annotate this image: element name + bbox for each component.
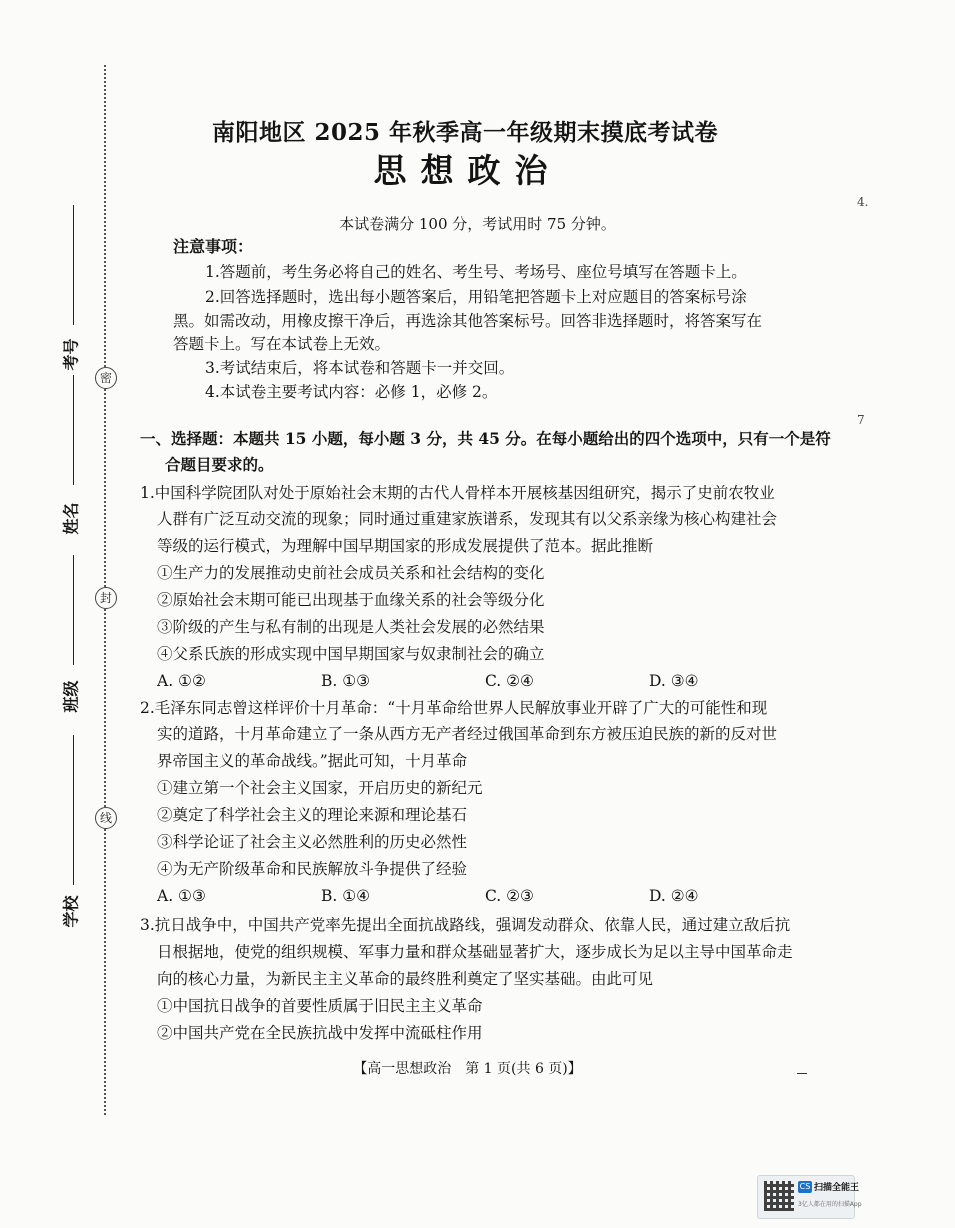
q1-item: ③阶级的产生与私有制的出现是人类社会发展的必然结果 — [157, 618, 545, 636]
page-footer: 【高一思想政治 第 1 页(共 6 页)】 — [353, 1061, 582, 1077]
edge-mark: 7 — [857, 413, 865, 427]
note-line: 黑。如需改动，用橡皮擦干净后，再选涂其他答案标号。回答非选择题时，将答案写在 — [173, 312, 763, 330]
q1-item: ②原始社会末期可能已出现基于血缘关系的社会等级分化 — [157, 591, 545, 609]
qr-code-icon — [764, 1181, 794, 1211]
field-label-kaohao: 考号 — [61, 338, 81, 371]
field-label-name: 姓名 — [61, 502, 81, 535]
q2-item: ④为无产阶级革命和民族解放斗争提供了经验 — [157, 860, 468, 878]
q2-stem: 界帝国主义的革命战线。”据此可知，十月革命 — [157, 752, 468, 770]
scanner-watermark — [757, 1175, 862, 1219]
subject-title: 思想政治 — [373, 151, 562, 190]
q2-stem: 实的道路，十月革命建立了一条从西方无产者经过俄国革命到东方被压迫民族的新的反对世 — [157, 725, 778, 743]
q2-option-d: D. ②④ — [649, 887, 699, 905]
section-heading-cont: 合题目要求的。 — [165, 455, 274, 474]
field-label-school: 学校 — [61, 895, 81, 928]
exam-title: 南阳地区 2025 年秋季高一年级期末摸底考试卷 — [211, 119, 719, 146]
q1-option-a: A. ①② — [157, 672, 206, 690]
q2-item: ①建立第一个社会主义国家，开启历史的新纪元 — [157, 779, 483, 797]
q1-stem: 1.中国科学院团队对处于原始社会末期的古代人骨样本开展核基因组研究，揭示了史前农牧业 — [140, 484, 775, 502]
note-line: 1.答题前，考生务必将自己的姓名、考生号、考场号、座位号填写在答题卡上。 — [205, 263, 747, 281]
note-line: 4.本试卷主要考试内容：必修 1，必修 2。 — [205, 383, 498, 401]
note-line: 答题卡上。写在本试卷上无效。 — [173, 335, 391, 353]
field-line-school — [73, 735, 74, 885]
q3-stem: 3.抗日战争中，中国共产党率先提出全面抗战路线，强调发动群众、依靠人民，通过建立敌后抗 — [140, 916, 791, 934]
q3-item: ②中国共产党在全民族抗战中发挥中流砥柱作用 — [157, 1024, 483, 1042]
q1-option-c: C. ②④ — [485, 672, 534, 690]
q1-option-d: D. ③④ — [649, 672, 699, 690]
seal-mi: 密 — [95, 367, 117, 389]
scanner-name: 扫描全能王 — [814, 1183, 860, 1193]
section-heading: 一、选择题：本题共 15 小题，每小题 3 分，共 45 分。在每小题给出的四个选项中，只有一个是符 — [140, 429, 831, 448]
seal-xian: 线 — [95, 807, 117, 829]
q2-stem: 2.毛泽东同志曾这样评价十月革命：“十月革命给世界人民解放事业开辟了广大的可能性和现 — [140, 699, 768, 717]
q2-option-c: C. ②③ — [485, 887, 534, 905]
field-line-name — [73, 375, 74, 485]
q2-option-a: A. ①③ — [157, 887, 206, 905]
q1-item: ④父系氏族的形成实现中国早期国家与奴隶制社会的确立 — [157, 645, 545, 663]
q1-stem: 人群有广泛互动交流的现象；同时通过重建家族谱系，发现其有以父系亲缘为核心构建社会 — [157, 510, 778, 528]
q2-item: ②奠定了科学社会主义的理论来源和理论基石 — [157, 806, 468, 824]
q3-item: ①中国抗日战争的首要性质属于旧民主主义革命 — [157, 997, 483, 1015]
field-line-class — [73, 555, 74, 665]
q3-stem: 向的核心力量，为新民主主义革命的最终胜利奠定了坚实基础。由此可见 — [157, 970, 654, 988]
q1-item: ①生产力的发展推动史前社会成员关系和社会结构的变化 — [157, 564, 545, 582]
note-line: 2.回答选择题时，选出每小题答案后，用铅笔把答题卡上对应题目的答案标号涂 — [205, 288, 747, 306]
q2-item: ③科学论证了社会主义必然胜利的历史必然性 — [157, 833, 468, 851]
q2-option-b: B. ①④ — [321, 887, 371, 905]
exam-meta: 本试卷满分 100 分，考试用时 75 分钟。 — [339, 215, 616, 233]
edge-mark: 4. — [857, 195, 869, 209]
q3-stem: 日根据地，使党的组织规模、军事力量和群众基础显著扩大，逐步成长为足以主导中国革命走 — [157, 943, 793, 961]
q1-stem: 等级的运行模式，为理解中国早期国家的形成发展提供了范本。据此推断 — [157, 537, 654, 555]
scanner-logo-icon: CS — [799, 1182, 811, 1191]
field-label-class: 班级 — [61, 680, 81, 713]
seal-feng: 封 — [95, 587, 117, 609]
q1-option-b: B. ①③ — [321, 672, 371, 690]
note-line: 3.考试结束后，将本试卷和答题卡一并交回。 — [205, 359, 515, 377]
scanner-subtitle: 3亿人都在用的扫描App — [798, 1201, 862, 1208]
notes-heading: 注意事项： — [173, 237, 254, 256]
corner-dash — [797, 1073, 807, 1074]
